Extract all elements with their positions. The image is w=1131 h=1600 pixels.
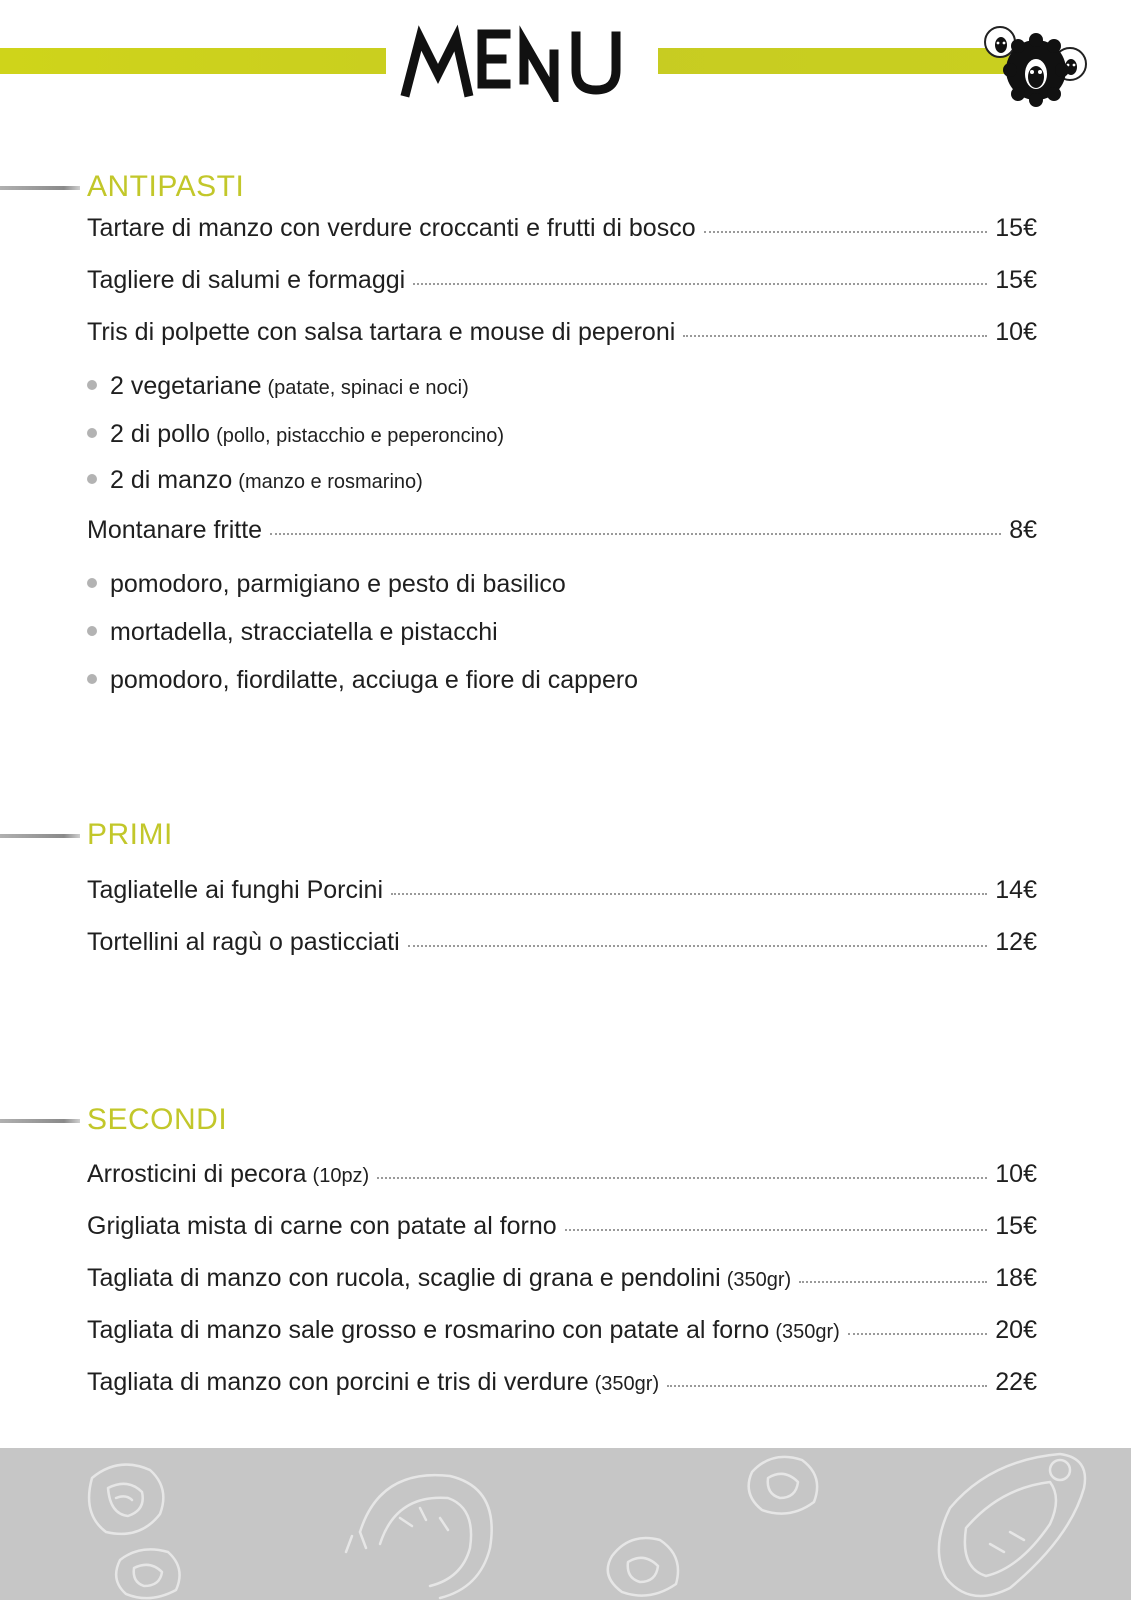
title-letter-e (482, 34, 506, 84)
sub-item-name: 2 di manzo (110, 466, 233, 494)
title-letter-n (524, 42, 554, 94)
sub-item-name: 2 di pollo (110, 420, 211, 448)
bullet-icon (87, 380, 97, 390)
dot-leader (377, 1176, 987, 1179)
item-price: 12€ (995, 928, 1037, 956)
item-name: Grigliata mista di carne con patate al forno (87, 1212, 557, 1240)
sub-item-note: (patate, spinaci e noci) (267, 377, 469, 399)
item-price: 15€ (995, 1212, 1037, 1240)
dot-leader (683, 334, 987, 337)
sub-item-name: pomodoro, fiordilatte, acciuga e fiore di cappero (110, 666, 639, 694)
bullet-icon (87, 428, 97, 438)
item-name: Tagliatelle ai funghi Porcini (87, 876, 384, 904)
item-name: Tris di polpette con salsa tartara e mouse di peperoni (87, 318, 676, 346)
item-note: (350gr) (726, 1269, 792, 1291)
title-letter-m (406, 38, 468, 92)
tortellini-icon (749, 1457, 817, 1514)
item-name: Tortellini al ragù o pasticciati (87, 928, 400, 956)
bullet-icon (87, 674, 97, 684)
item-price: 10€ (995, 1160, 1037, 1188)
sub-item (87, 570, 566, 604)
sub-item (87, 666, 638, 700)
section-title-antipasti: ANTIPASTI (87, 170, 245, 203)
section-title-primi: PRIMI (87, 818, 173, 851)
menu-item (87, 1160, 1037, 1196)
item-name: Arrosticini di pecora (87, 1160, 307, 1188)
item-name: Tagliata di manzo sale grosso e rosmarino con patate al forno (87, 1316, 770, 1344)
dot-leader (667, 1384, 987, 1387)
item-price: 18€ (995, 1264, 1037, 1292)
bullet-icon (87, 474, 97, 484)
sub-item (87, 466, 423, 500)
title-letter-u (576, 36, 616, 90)
menu-item (87, 266, 1037, 302)
menu-item (87, 1368, 1037, 1404)
menu-title (398, 22, 638, 102)
sub-item (87, 372, 469, 406)
menu-item (87, 1264, 1037, 1300)
sub-item (87, 420, 504, 454)
item-price: 15€ (995, 266, 1037, 294)
section-rule-secondi (0, 1119, 80, 1123)
menu-item (87, 1316, 1037, 1352)
dot-leader (413, 282, 987, 285)
sub-item (87, 618, 498, 652)
item-note: (350gr) (594, 1373, 660, 1395)
item-name: Tagliata di manzo con rucola, scaglie di grana e pendolini (87, 1264, 721, 1292)
dot-leader (799, 1280, 987, 1283)
item-price: 20€ (995, 1316, 1037, 1344)
item-price: 14€ (995, 876, 1037, 904)
menu-item (87, 928, 1037, 964)
item-note: (350gr) (775, 1321, 840, 1343)
sub-item-note: (pollo, pistacchio e peperoncino) (216, 425, 505, 447)
sausage-icon (346, 1475, 492, 1598)
tortellini-icon (116, 1549, 179, 1598)
section-rule-primi (0, 834, 80, 838)
menu-item (87, 1212, 1037, 1248)
sub-item-note: (manzo e rosmarino) (238, 471, 423, 493)
item-name: Tartare di manzo con verdure croccanti e frutti di bosco (87, 214, 696, 242)
dot-leader (270, 532, 1001, 535)
dot-leader (565, 1228, 988, 1231)
section-rule-antipasti (0, 186, 80, 190)
sub-item-name: 2 vegetariane (110, 372, 262, 400)
item-name: Tagliere di salumi e formaggi (87, 266, 406, 294)
sheep-logo-icon (978, 14, 1090, 110)
ham-slice-icon (89, 1465, 163, 1534)
item-name: Montanare fritte (87, 516, 263, 544)
sub-item-name: mortadella, stracciatella e pistacchi (110, 618, 498, 646)
item-price: 15€ (995, 214, 1037, 242)
ham-leg-icon (939, 1454, 1085, 1596)
dot-leader (408, 944, 988, 947)
dot-leader (391, 892, 987, 895)
bullet-icon (87, 578, 97, 588)
footer-illustrations (0, 1448, 1131, 1600)
item-price: 22€ (995, 1368, 1037, 1396)
dot-leader (848, 1332, 987, 1335)
menu-item (87, 516, 1037, 552)
item-price: 10€ (995, 318, 1037, 346)
item-price: 8€ (1009, 516, 1037, 544)
dot-leader (704, 230, 988, 233)
footer-illustration-band (0, 1448, 1131, 1600)
sub-item-name: pomodoro, parmigiano e pesto di basilico (110, 570, 566, 598)
item-name: Tagliata di manzo con porcini e tris di verdure (87, 1368, 589, 1396)
menu-item (87, 214, 1037, 250)
menu-item (87, 318, 1037, 354)
menu-item (87, 876, 1037, 912)
tortellini-icon (608, 1538, 678, 1596)
bullet-icon (87, 626, 97, 636)
section-title-secondi: SECONDI (87, 1103, 228, 1136)
item-note: (10pz) (312, 1165, 370, 1187)
